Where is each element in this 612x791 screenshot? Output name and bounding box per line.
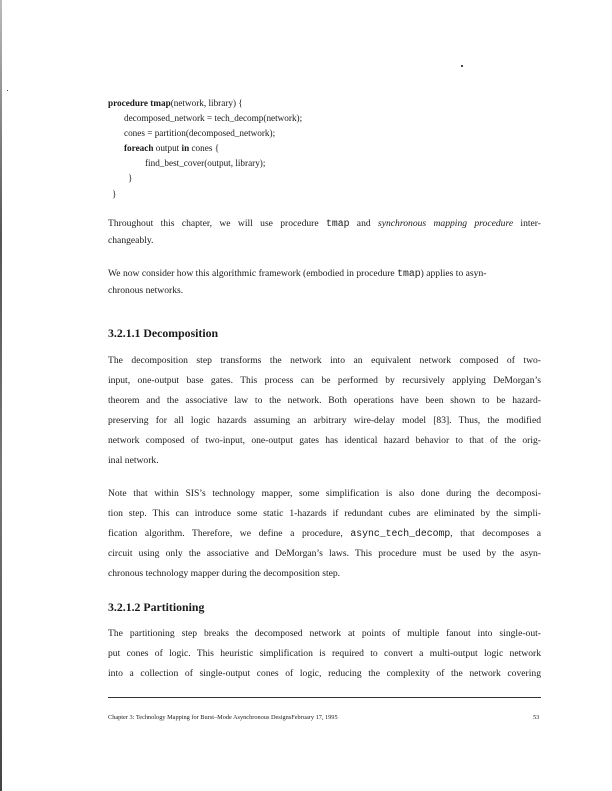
keyword: foreach <box>124 143 154 153</box>
code-text: (network, library) { <box>170 98 243 108</box>
text-line: network composed of two-input, one-output gates has identical hazard behavior to that of the orig- <box>108 435 541 446</box>
text-line: preserving for all logic hazards assuming an arbitrary wire-delay model [83]. Thus, the modified <box>108 415 541 426</box>
keyword: in <box>181 143 190 153</box>
procedure-name: tmap <box>150 98 171 108</box>
text-line: inal network. <box>108 455 159 466</box>
code-text: cones { <box>189 143 220 153</box>
footer-chapter-title: Chapter 3: Technology Mapping for Burst–Mode Asynchronous DesignsFebruary 17, 1995 <box>108 714 338 721</box>
code-line: decomposed_network = tech_decomp(network); <box>124 113 303 123</box>
code-line: } <box>112 189 117 199</box>
code-line: find_best_cover(output, library); <box>145 158 266 168</box>
text: Throughout this chapter, we will use procedure <box>108 218 326 229</box>
text-line: input, one-output base gates. This process can be performed by recursively applying DeMorgan’s <box>108 375 541 386</box>
code-line: cones = partition(decomposed_network); <box>124 128 276 138</box>
italic-text: synchronous mapping procedure <box>378 218 514 229</box>
text-line: into a collection of single-output cones of logic, reducing the complexity of the network covering <box>108 668 541 679</box>
code-text: output <box>153 143 182 153</box>
text: inter- <box>513 218 542 229</box>
footer-rule <box>108 697 541 698</box>
text-line: circuit using only the associative and DeMorgan’s laws. This procedure must be used by the asyn- <box>108 548 541 559</box>
text-line: Note that within SIS’s technology mapper, some simplification is also done during the decomposi- <box>108 488 541 499</box>
text-line: The partitioning step breaks the decomposed network at points of multiple fanout into single-out- <box>108 628 541 639</box>
code-line <box>108 97 243 109</box>
inline-code: async_tech_decomp <box>350 528 451 539</box>
text-line: chronous technology mapper during the decomposition step. <box>108 568 341 579</box>
text-line: tion step. This can introduce some static 1-hazards if redundant cubes are eliminated by the simpli- <box>108 508 541 519</box>
scan-speck <box>7 90 8 91</box>
text-line: put cones of logic. This heuristic simplification is required to convert a multi-output logic network <box>108 648 541 659</box>
scan-edge <box>0 0 2 791</box>
code-line <box>124 142 219 154</box>
code-line: } <box>128 173 133 183</box>
text-line <box>108 528 541 540</box>
text: fication algorithm. Therefore, we define a procedure, <box>108 528 351 539</box>
text-line <box>108 218 541 230</box>
page-number: 53 <box>533 714 540 721</box>
keyword: procedure <box>108 98 148 108</box>
inline-code: tmap <box>397 268 421 279</box>
text: We now consider how this algorithmic framework (embodied in procedure <box>108 268 398 279</box>
text-line: chronous networks. <box>108 285 184 296</box>
text: and <box>349 218 378 229</box>
scan-speck <box>461 65 463 67</box>
text-line: The decomposition step transforms the network into an equivalent network composed of two- <box>108 355 541 366</box>
text: , that decomposes a <box>450 528 541 539</box>
section-heading-partitioning: 3.2.1.2 Partitioning <box>108 600 205 614</box>
inline-code: tmap <box>325 218 350 229</box>
text-line <box>108 268 486 280</box>
text-line: theorem and the associative law to the network. Both operations have been shown to be hazard- <box>108 395 541 406</box>
section-heading-decomposition: 3.2.1.1 Decomposition <box>108 326 219 340</box>
text-line: changeably. <box>108 235 154 246</box>
text: ) applies to asyn- <box>420 268 487 279</box>
